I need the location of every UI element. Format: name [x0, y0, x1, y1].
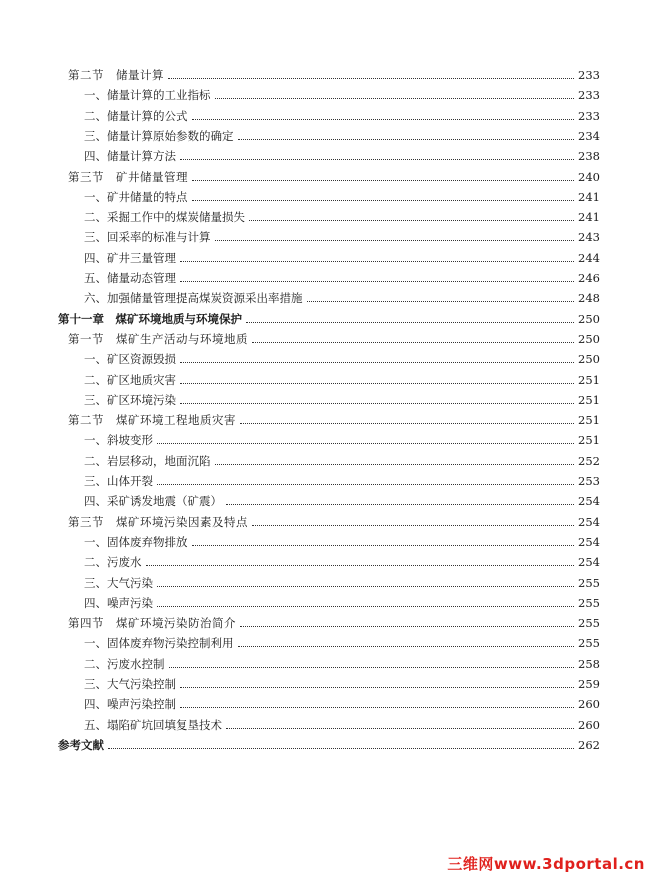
toc-entry	[84, 143, 600, 163]
dot-leader	[215, 97, 575, 99]
dot-leader	[226, 727, 574, 729]
toc-entry-page: 254	[578, 555, 600, 570]
dot-leader	[226, 503, 574, 505]
dot-leader	[240, 625, 574, 627]
toc-entry-title: 四、储量计算方法	[84, 149, 176, 164]
dot-leader	[180, 706, 574, 708]
toc-entry	[84, 346, 600, 366]
dot-leader	[169, 666, 575, 668]
toc-entry-title: 四、采矿诱发地震（矿震）	[84, 494, 222, 509]
toc-entry-page: 241	[578, 210, 600, 225]
toc-entry-title: 五、储量动态管理	[84, 271, 176, 285]
toc-entry	[58, 306, 600, 326]
toc-entry-title: 一、斜坡变形	[84, 433, 153, 448]
toc-entry-page: 233	[578, 88, 600, 103]
toc-entry-page: 260	[578, 717, 600, 732]
toc-entry-title: 二、岩层移动，地面沉陷	[84, 453, 211, 468]
toc-entry	[58, 732, 600, 752]
dot-leader	[180, 686, 574, 688]
dot-leader	[157, 483, 574, 485]
dot-leader	[180, 402, 574, 404]
toc-entry-page: 250	[578, 311, 600, 326]
toc-entry	[84, 691, 600, 711]
toc-entry-page: 255	[578, 616, 600, 631]
toc-entry	[68, 164, 600, 184]
toc-entry-title: 四、矿井三量管理	[84, 250, 176, 265]
toc-entry	[84, 82, 600, 102]
toc-entry-title: 三、矿区环境污染	[84, 392, 176, 407]
toc-entry-title: 一、矿井储量的特点	[84, 189, 188, 204]
toc-entry-page: 260	[578, 697, 600, 712]
dot-leader	[238, 138, 575, 140]
dot-leader	[168, 77, 574, 79]
toc-entry-title: 第二节 储量计算	[68, 68, 164, 82]
dot-leader	[192, 199, 575, 201]
toc-entry-page: 262	[578, 737, 600, 752]
toc-entry-title: 参考文献	[58, 737, 104, 752]
toc-entry-page: 234	[578, 128, 600, 143]
toc-entry	[84, 549, 600, 569]
toc-entry	[84, 204, 600, 224]
toc-entry-page: 254	[578, 534, 600, 549]
dot-leader	[252, 524, 574, 526]
dot-leader	[180, 260, 574, 262]
toc-entry	[84, 448, 600, 468]
toc-entry	[84, 651, 600, 671]
toc-entry-title: 二、污废水控制	[84, 656, 165, 671]
toc-entry-title: 一、矿区资源毁损	[84, 352, 176, 367]
toc-entry-title: 三、山体开裂	[84, 474, 153, 488]
toc-entry-page: 241	[578, 189, 600, 204]
toc-entry	[84, 184, 600, 204]
toc-entry	[68, 509, 600, 529]
toc-entry-page: 248	[578, 291, 600, 306]
toc-entry-page: 255	[578, 575, 600, 590]
toc-entry-page: 238	[578, 149, 600, 164]
toc-entry-title: 三、大气污染控制	[84, 677, 176, 691]
toc-entry	[84, 570, 600, 590]
toc-entry	[84, 468, 600, 488]
dot-leader	[192, 118, 575, 120]
toc-entry-title: 四、噪声污染	[84, 595, 153, 610]
dot-leader	[238, 645, 575, 647]
dot-leader	[146, 564, 575, 566]
toc-entry	[68, 62, 600, 82]
dot-leader	[215, 463, 575, 465]
toc-entry	[68, 407, 600, 427]
toc-entry-title: 第十一章 煤矿环境地质与环境保护	[58, 311, 242, 326]
toc-entry-page: 233	[578, 108, 600, 123]
dot-leader	[307, 300, 575, 302]
toc-entry	[84, 103, 600, 123]
toc-entry-title: 三、大气污染	[84, 575, 153, 590]
toc-entry-title: 第一节 煤矿生产活动与环境地质	[68, 331, 248, 346]
toc-entry-page: 246	[578, 271, 600, 285]
dot-leader	[240, 422, 574, 424]
toc-entry-page: 254	[578, 494, 600, 509]
dot-leader	[180, 382, 574, 384]
toc-entry	[84, 712, 600, 732]
toc-entry	[84, 245, 600, 265]
toc-entry-title: 二、污废水	[84, 555, 142, 570]
toc-entry-page: 253	[578, 474, 600, 488]
toc-entry	[84, 387, 600, 407]
dot-leader	[215, 239, 575, 241]
toc-entry	[68, 326, 600, 346]
toc-entry	[68, 610, 600, 630]
toc-entry-title: 四、噪声污染控制	[84, 697, 176, 712]
toc-entry	[84, 427, 600, 447]
dot-leader	[157, 585, 574, 587]
toc-entry-page: 258	[578, 656, 600, 671]
toc-entry-page: 251	[578, 433, 600, 448]
toc-entry-title: 第三节 矿井储量管理	[68, 169, 188, 184]
toc-entry-page: 243	[578, 230, 600, 245]
toc-entry-page: 233	[578, 68, 600, 82]
toc-entry-title: 第四节 煤矿环境污染防治简介	[68, 616, 236, 631]
toc-entry-page: 255	[578, 636, 600, 651]
toc-entry-page: 251	[578, 372, 600, 387]
toc-entry	[84, 671, 600, 691]
toc-entry-page: 250	[578, 352, 600, 367]
dot-leader	[249, 219, 574, 221]
toc-entry-title: 第二节 煤矿环境工程地质灾害	[68, 413, 236, 428]
toc-entry-page: 251	[578, 413, 600, 428]
toc-entry	[84, 590, 600, 610]
toc-entry-title: 第三节 煤矿环境污染因素及特点	[68, 514, 248, 529]
toc-entry-title: 二、矿区地质灾害	[84, 372, 176, 387]
toc-entry-title: 三、回采率的标准与计算	[84, 230, 211, 245]
dot-leader	[180, 361, 574, 363]
toc-entry-title: 三、储量计算原始参数的确定	[84, 128, 234, 143]
dot-leader	[192, 544, 575, 546]
toc-entry-title: 一、固体废弃物排放	[84, 534, 188, 549]
toc-entry-title: 二、储量计算的公式	[84, 108, 188, 123]
toc-entry-page: 252	[578, 453, 600, 468]
toc-entry	[84, 123, 600, 143]
watermark: 三维网www.3dportal.cn	[447, 855, 645, 873]
toc-entry-page: 259	[578, 677, 600, 691]
dot-leader	[157, 442, 574, 444]
dot-leader	[192, 179, 574, 181]
toc-entry-page: 254	[578, 514, 600, 529]
toc-entry-page: 251	[578, 392, 600, 407]
toc-entry-page: 250	[578, 331, 600, 346]
toc-entry-title: 一、储量计算的工业指标	[84, 88, 211, 103]
toc-entry-title: 一、固体废弃物污染控制利用	[84, 636, 234, 651]
toc-entry-title: 六、加强储量管理提高煤炭资源采出率措施	[84, 291, 303, 306]
toc-entry	[84, 367, 600, 387]
dot-leader	[180, 158, 574, 160]
toc-entry	[84, 488, 600, 508]
toc-entry-page: 255	[578, 595, 600, 610]
toc-entry	[84, 529, 600, 549]
toc-entry-page: 244	[578, 250, 600, 265]
dot-leader	[246, 321, 574, 323]
dot-leader	[180, 280, 574, 282]
toc-entry	[84, 265, 600, 285]
toc-entry-page: 240	[578, 169, 600, 184]
dot-leader	[252, 341, 574, 343]
dot-leader	[108, 747, 574, 749]
dot-leader	[157, 605, 574, 607]
toc-entry	[84, 285, 600, 305]
toc-entry	[84, 224, 600, 244]
toc-entry-title: 五、塌陷矿坑回填复垦技术	[84, 717, 222, 732]
toc-entry-title: 二、采掘工作中的煤炭储量损失	[84, 210, 245, 225]
toc-entry	[84, 630, 600, 650]
